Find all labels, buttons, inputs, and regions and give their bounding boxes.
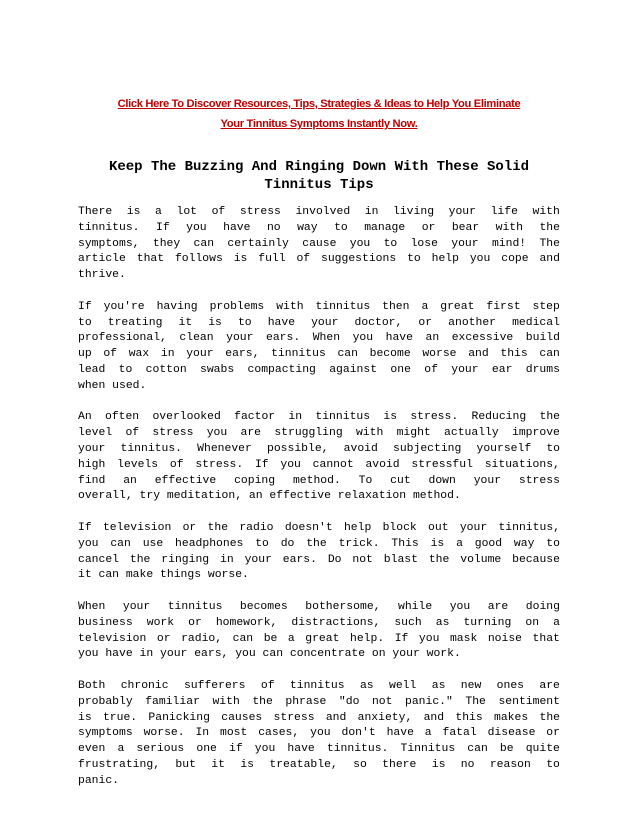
promo-link-block	[60, 94, 578, 134]
promo-link-line-2[interactable]: Your Tinnitus Symptoms Instantly Now.	[220, 118, 418, 130]
paragraph-line: your tinnitus. Whenever possible, avoid subjecting yourself to	[78, 442, 560, 455]
paragraph-line: when used.	[78, 379, 147, 392]
paragraph-line: find an effective coping method. To cut down your stress	[78, 474, 560, 487]
paragraph-line: overall, try meditation, an effective relaxation method.	[78, 490, 461, 503]
article-title	[70, 158, 568, 194]
paragraph-line: even a serious one if you have tinnitus. Tinnitus can be quite	[78, 743, 560, 756]
paragraph-line: you can use headphones to do the trick. This is a good way to	[78, 537, 560, 550]
paragraph-line: thrive.	[78, 269, 126, 282]
article-paragraph	[78, 521, 560, 584]
article-paragraph	[78, 410, 560, 505]
paragraph-line: television or radio, can be a great help. If you mask noise that	[78, 632, 560, 645]
article-body	[78, 205, 560, 805]
article-title-line-2: Tinnitus Tips	[264, 177, 374, 193]
paragraph-line: When your tinnitus becomes bothersome, while you are doing	[78, 600, 560, 613]
paragraph-line: up of wax in your ears, tinnitus can become worse and this can	[78, 348, 560, 361]
paragraph-line: If television or the radio doesn't help block out your tinnitus,	[78, 521, 560, 534]
paragraph-line: level of stress you are struggling with might actually improve	[78, 427, 560, 440]
paragraph-line: professional, clean your ears. When you have an excessive build	[78, 332, 560, 345]
article-paragraph	[78, 600, 560, 663]
paragraph-line: to treating it is to have your doctor, or another medical	[78, 316, 560, 329]
paragraph-line: lead to cotton swabs compacting against one of your ear drums	[78, 363, 560, 376]
paragraph-line: panic.	[78, 774, 120, 787]
paragraph-line: business work or homework, distractions, such as turning on a	[78, 616, 560, 629]
paragraph-line: An often overlooked factor in tinnitus is stress. Reducing the	[78, 411, 560, 424]
paragraph-line: cancel the ringing in your ears. Do not blast the volume because	[78, 553, 560, 566]
promo-link-line-1[interactable]: Click Here To Discover Resources, Tips, Strategies & Ideas to Help You Eliminate	[117, 98, 521, 110]
paragraph-line: tinnitus. If you have no way to manage or bear with the	[78, 221, 560, 234]
article-paragraph	[78, 679, 560, 790]
paragraph-line: frustrating, but it is treatable, so there is no reason to	[78, 758, 560, 771]
paragraph-line: probably familiar with the phrase "do not panic." The sentiment	[78, 695, 560, 708]
paragraph-line: If you're having problems with tinnitus then a great first step	[78, 300, 560, 313]
article-title-line-1: Keep The Buzzing And Ringing Down With These Solid	[108, 159, 530, 175]
paragraph-line: high levels of stress. If you cannot avoid stressful situations,	[78, 458, 560, 471]
paragraph-line: article that follows is full of suggestions to help you cope and	[78, 253, 560, 266]
paragraph-line: symptoms worse. In most cases, you don't have a fatal disease or	[78, 727, 560, 740]
article-paragraph	[78, 300, 560, 395]
paragraph-line: is true. Panicking causes stress and anxiety, and this makes the	[78, 711, 560, 724]
paragraph-line: it can make things worse.	[78, 569, 249, 582]
paragraph-line: symptoms, they can certainly cause you to lose your mind! The	[78, 237, 560, 250]
paragraph-line: Both chronic sufferers of tinnitus as well as new ones are	[78, 679, 560, 692]
paragraph-line: There is a lot of stress involved in living your life with	[78, 206, 560, 218]
article-paragraph	[78, 205, 560, 284]
paragraph-line: you have in your ears, you can concentrate on your work.	[78, 648, 461, 661]
